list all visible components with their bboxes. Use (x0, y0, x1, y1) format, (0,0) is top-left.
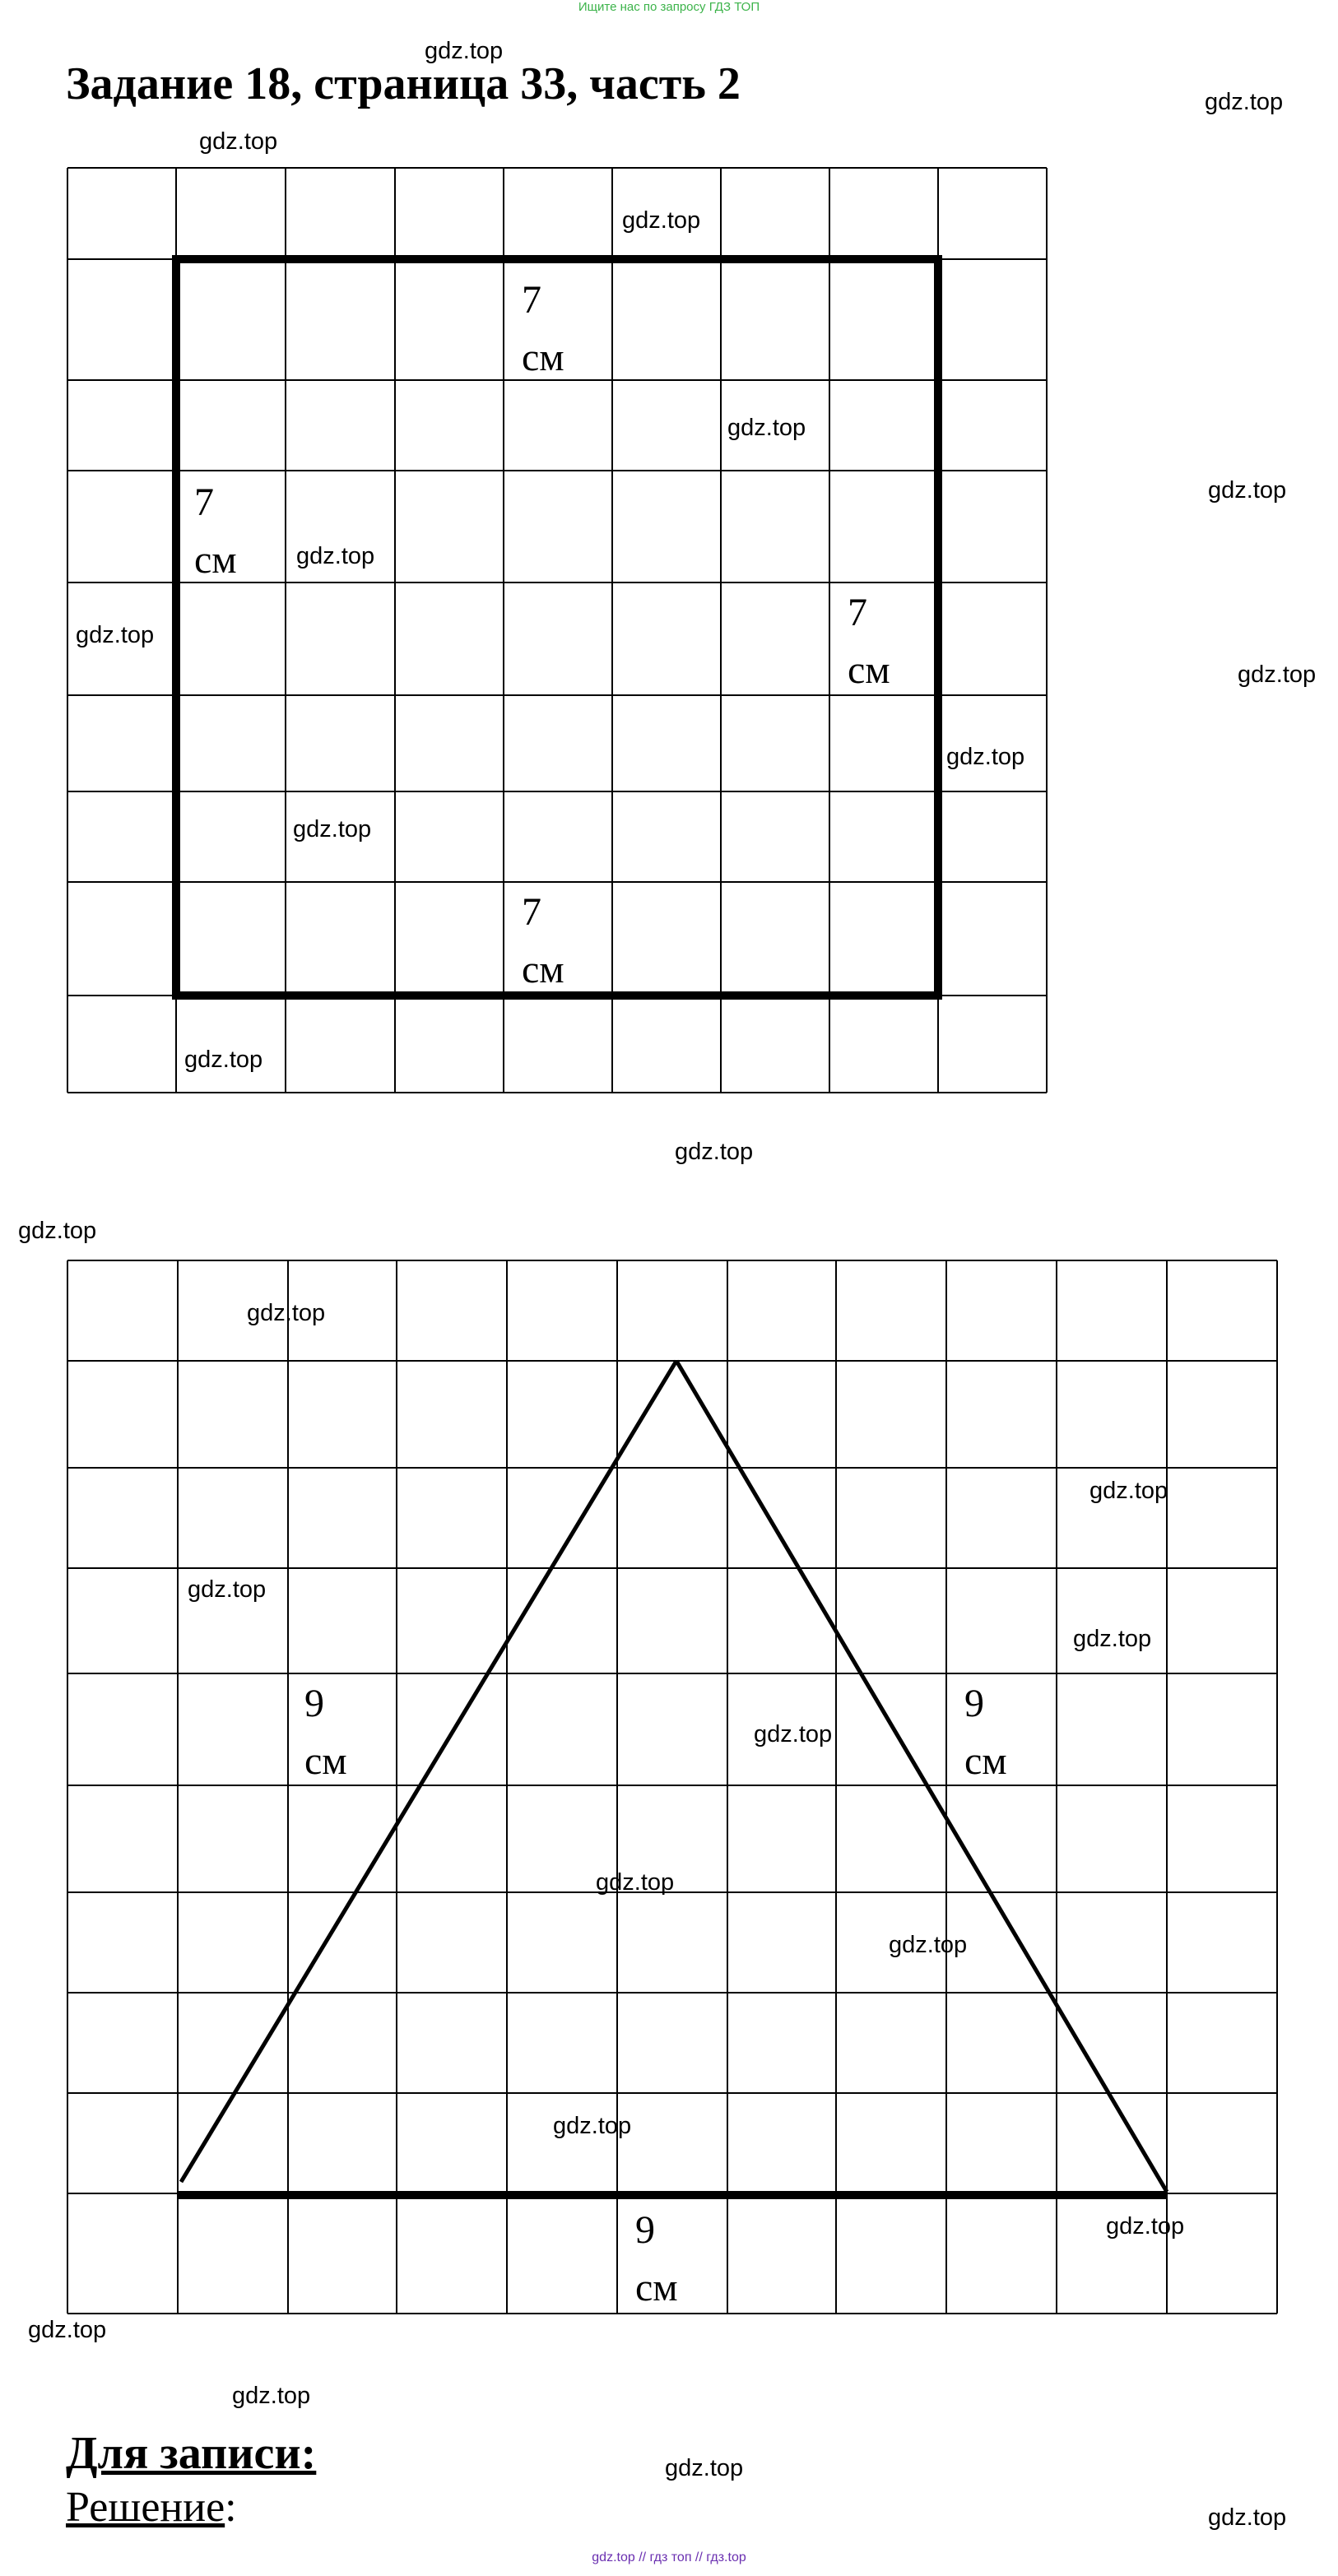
triangle-right-label (964, 1675, 1007, 1790)
watermark: gdz.top (754, 1721, 833, 1748)
watermark: gdz.top (232, 2383, 311, 2409)
square-right-unit: см (848, 648, 890, 692)
watermark: gdz.top (946, 744, 1025, 770)
watermark: gdz.top (727, 415, 806, 441)
square-right-label (848, 584, 890, 699)
triangle-grid (67, 1260, 1277, 2314)
triangle-left-unit: см (304, 1739, 347, 1783)
watermark: gdz.top (889, 1932, 968, 1958)
watermark: gdz.top (596, 1869, 675, 1896)
square-bottom-value: 7 (522, 890, 541, 934)
search-hint[interactable]: Ищите нас по запросу ГДЗ ТОП (578, 0, 760, 14)
solution-label: Решение (66, 2484, 225, 2531)
square-bottom-label (522, 884, 564, 999)
watermark: gdz.top (665, 2455, 744, 2481)
watermark: gdz.top (1106, 2213, 1185, 2239)
watermark: gdz.top (199, 128, 278, 155)
watermark: gdz.top (188, 1576, 267, 1603)
solution-line (66, 2483, 237, 2532)
watermark: gdz.top (184, 1047, 263, 1073)
square-right-value: 7 (848, 591, 867, 634)
watermark: gdz.top (1238, 661, 1317, 688)
triangle-right-unit: см (964, 1739, 1007, 1783)
watermark: gdz.top (425, 38, 504, 64)
watermark: gdz.top (622, 207, 701, 234)
watermark: gdz.top (1205, 89, 1284, 115)
triangle-bottom-label (635, 2202, 678, 2317)
watermark: gdz.top (1089, 1478, 1168, 1504)
square-top-unit: см (522, 336, 564, 379)
watermark: gdz.top (247, 1300, 326, 1326)
watermark: gdz.top (293, 816, 372, 842)
watermark: gdz.top (28, 2317, 107, 2343)
watermark: gdz.top (76, 622, 155, 648)
watermark: gdz.top (296, 543, 375, 569)
watermark: gdz.top (1208, 2504, 1287, 2531)
triangle-right-value: 9 (964, 1682, 984, 1725)
record-heading: Для записи: (66, 2428, 317, 2479)
watermark: gdz.top (553, 2113, 632, 2139)
watermark: gdz.top (675, 1139, 754, 1165)
triangle-left-label (304, 1675, 347, 1790)
triangle-bottom-unit: см (635, 2266, 678, 2309)
watermark: gdz.top (1208, 477, 1287, 504)
triangle-bottom-value: 9 (635, 2208, 655, 2252)
square-left-unit: см (194, 538, 237, 582)
square-left-label (194, 474, 237, 589)
watermark: gdz.top (18, 1218, 97, 1244)
solution-colon: : (225, 2484, 237, 2531)
square-left-value: 7 (194, 480, 214, 524)
watermark: gdz.top (1073, 1626, 1152, 1652)
footer-links[interactable]: gdz.top // гдз топ // гдз.top (592, 2550, 746, 2564)
square-top-value: 7 (522, 278, 541, 322)
triangle-left-value: 9 (304, 1682, 324, 1725)
square-top-label (522, 272, 564, 387)
square-bottom-unit: см (522, 948, 564, 991)
page-title: Задание 18, страница 33, часть 2 (66, 58, 741, 109)
